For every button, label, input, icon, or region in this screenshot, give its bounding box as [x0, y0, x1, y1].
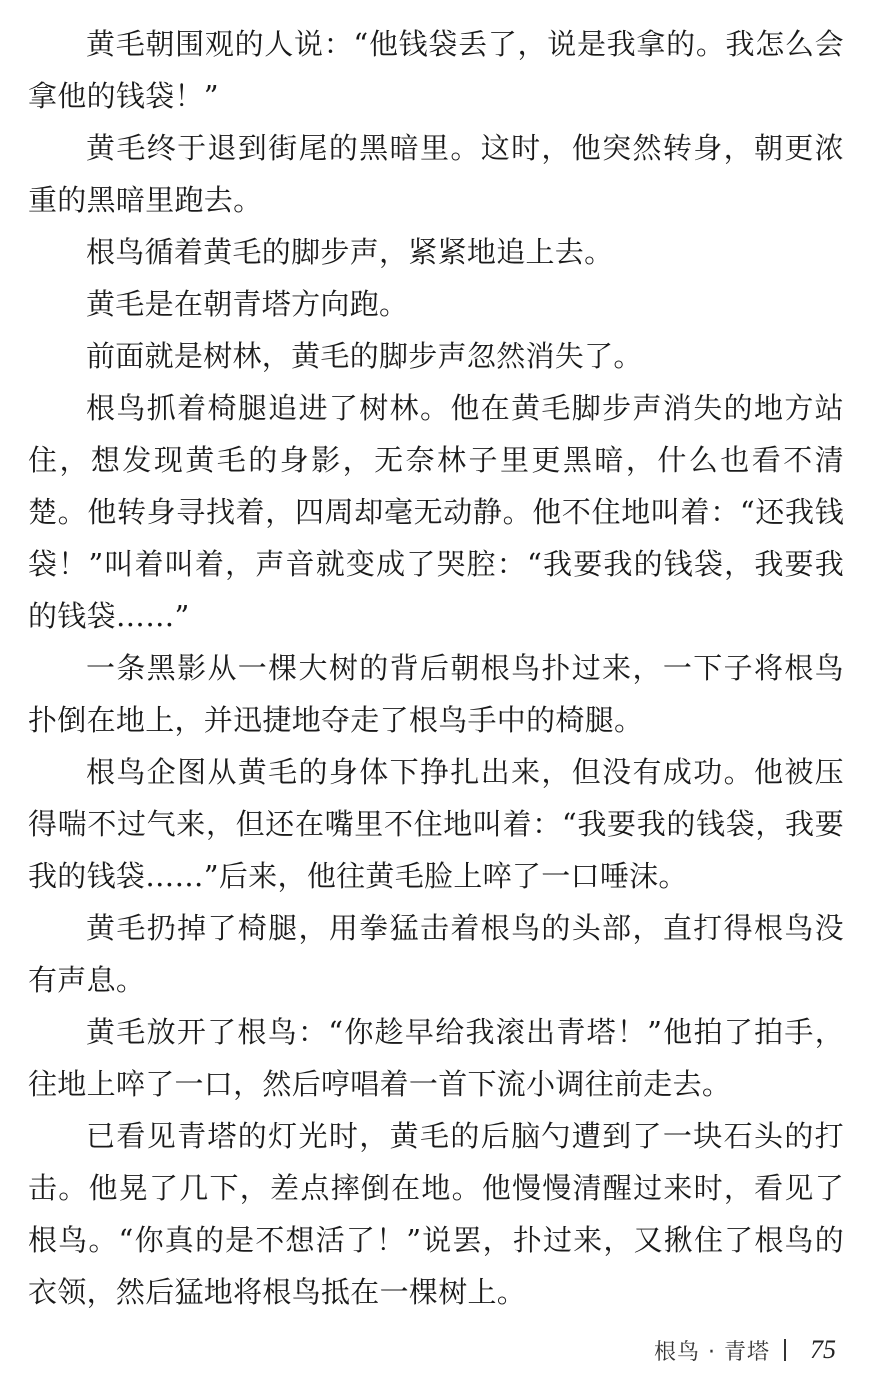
footer-divider [784, 1339, 786, 1361]
page-footer [654, 1328, 836, 1372]
paragraph: 前面就是树林，黄毛的脚步声忽然消失了。 [86, 339, 643, 373]
paragraph: 黄毛朝围观的人说：“他钱袋丢了，说是我拿的。我怎么会拿他的钱袋！” [28, 27, 844, 113]
paragraph: 根鸟企图从黄毛的身体下挣扎出来，但没有成功。他被压得喘不过气来，但还在嘴里不住地叫着：“我要我的钱袋，我要我的钱袋……”后来，他往黄毛脸上啐了一口唾沫。 [28, 755, 844, 893]
paragraph: 一条黑影从一棵大树的背后朝根鸟扑过来，一下子将根鸟扑倒在地上，并迅捷地夺走了根鸟手中的椅腿。 [28, 651, 844, 737]
paragraph: 黄毛扔掉了椅腿，用拳猛击着根鸟的头部，直打得根鸟没有声息。 [28, 911, 844, 997]
running-head: 根鸟 · 青塔 [654, 1339, 770, 1365]
paragraph: 黄毛是在朝青塔方向跑。 [86, 287, 409, 321]
paragraph: 根鸟循着黄毛的脚步声，紧紧地追上去。 [86, 235, 614, 269]
paragraph: 黄毛放开了根鸟：“你趁早给我滚出青塔！”他拍了拍手，往地上啐了一口，然后哼唱着一首下流小调往前走去。 [28, 1015, 844, 1101]
page-body [28, 18, 844, 1318]
paragraph: 已看见青塔的灯光时，黄毛的后脑勺遭到了一块石头的打击。他晃了几下，差点摔倒在地。他慢慢清醒过来时，看见了根鸟。“你真的是不想活了！”说罢，扑过来，又揪住了根鸟的衣领，然后猛地将根鸟抵在一棵树上。 [28, 1119, 844, 1309]
paragraph: 黄毛终于退到街尾的黑暗里。这时，他突然转身，朝更浓重的黑暗里跑去。 [28, 131, 844, 217]
paragraph: 根鸟抓着椅腿追进了树林。他在黄毛脚步声消失的地方站住，想发现黄毛的身影，无奈林子里更黑暗，什么也看不清楚。他转身寻找着，四周却毫无动静。他不住地叫着：“还我钱袋！”叫着叫着，声音就变成了哭腔：“我要我的钱袋，我要我的钱袋……” [28, 391, 844, 633]
page-number: 75 [810, 1335, 836, 1364]
